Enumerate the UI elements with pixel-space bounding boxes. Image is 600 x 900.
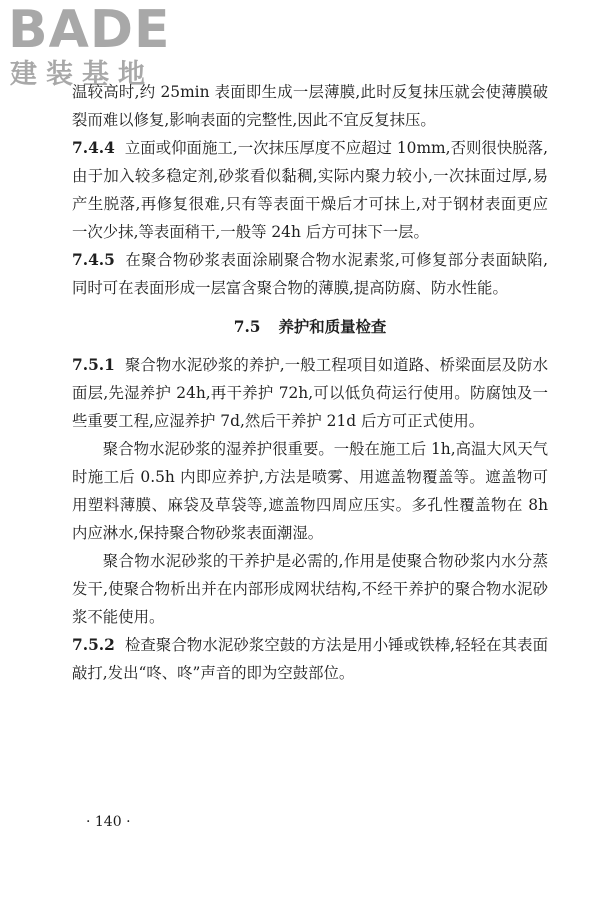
clause-7-5-1 bbox=[72, 351, 548, 435]
paragraph-continuation: 温较高时,约 25min 表面即生成一层薄膜,此时反复抹压就会使薄膜破裂而难以修复,影响表面的完整性,因此不宜反复抹压。 bbox=[72, 83, 548, 129]
watermark-brand: BADE bbox=[8, 0, 171, 60]
clause-number: 7.4.4 bbox=[72, 139, 115, 157]
clause-text: 在聚合物砂浆表面涂刷聚合物水泥素浆,可修复部分表面缺陷,同时可在表面形成一层富含聚合物的薄膜,提高防腐、防水性能。 bbox=[72, 251, 548, 297]
clause-7-4-5 bbox=[72, 246, 548, 302]
clause-7-5-2 bbox=[72, 631, 548, 687]
clause-text: 聚合物水泥砂浆的养护,一般工程项目如道路、桥梁面层及防水面层,先湿养护 24h,再干养护 72h,可以低负荷运行使用。防腐蚀及一些重要工程,应湿养护 7d,然后干养护 21d 后方可正式使用。 bbox=[72, 356, 548, 430]
section-heading bbox=[72, 313, 548, 341]
watermark-subtitle: 建装基地 bbox=[10, 59, 154, 90]
page-number: · 140 · bbox=[86, 814, 131, 830]
page-body bbox=[72, 78, 548, 687]
paragraph-dry-curing: 聚合物水泥砂浆的干养护是必需的,作用是使聚合物砂浆内水分蒸发干,使聚合物析出并在内部形成网状结构,不经干养护的聚合物水泥砂浆不能使用。 bbox=[72, 552, 548, 626]
clause-number: 7.4.5 bbox=[72, 251, 115, 269]
clause-text: 检查聚合物水泥砂浆空鼓的方法是用小锤或铁棒,轻轻在其表面敲打,发出“咚、咚”声音的即为空鼓部位。 bbox=[72, 636, 548, 682]
paragraph-wet-curing: 聚合物水泥砂浆的湿养护很重要。一般在施工后 1h,高温大风天气时施工后 0.5h 内即应养护,方法是喷雾、用遮盖物覆盖等。遮盖物可用塑料薄膜、麻袋及草袋等,遮盖物四周应压实。多孔性覆盖物在 8h 内应淋水,保持聚合物砂浆表面潮湿。 bbox=[72, 440, 548, 542]
clause-number: 7.5.1 bbox=[72, 356, 115, 374]
section-title: 养护和质量检查 bbox=[278, 318, 387, 336]
section-number: 7.5 bbox=[233, 318, 261, 336]
clause-text: 立面或仰面施工,一次抹压厚度不应超过 10mm,否则很快脱落,由于加入较多稳定剂,砂浆看似黏稠,实际内聚力较小,一次抹面过厚,易产生脱落,再修复很难,只有等表面干燥后才可抹上,对于钢材表面更应一次少抹,等表面稍干,一般等 24h 后方可抹下一层。 bbox=[72, 139, 548, 241]
clause-number: 7.5.2 bbox=[72, 636, 115, 654]
clause-7-4-4 bbox=[72, 134, 548, 246]
